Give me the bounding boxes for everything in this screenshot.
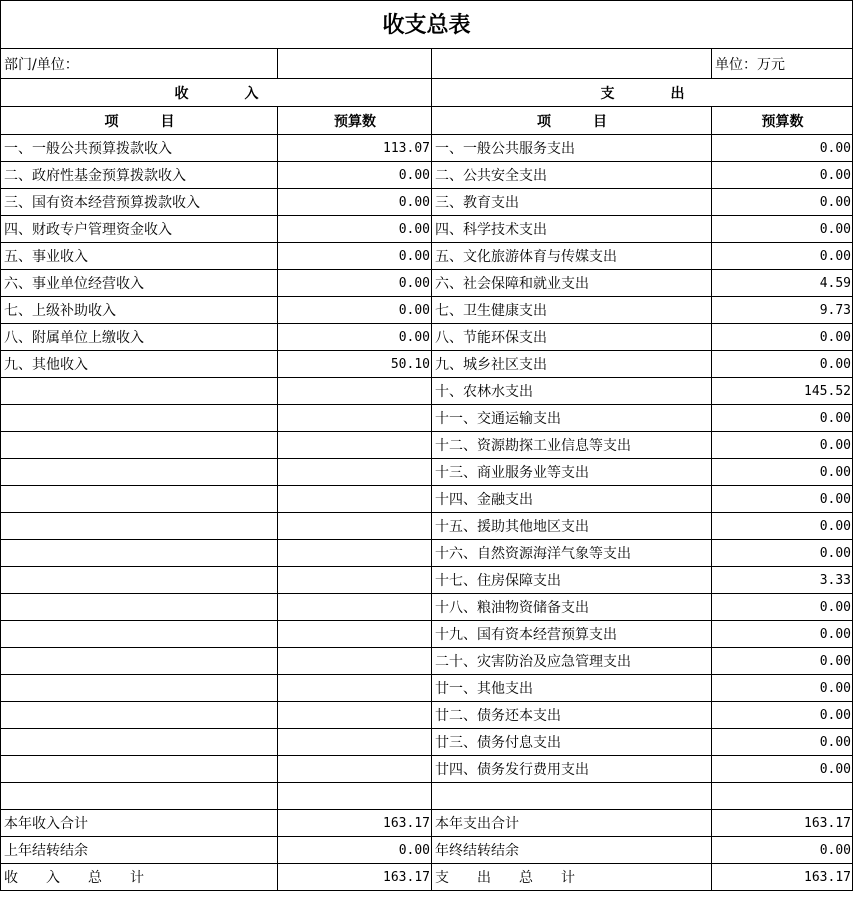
expense-value: 0.00 <box>712 216 853 243</box>
expense-item: 十四、金融支出 <box>432 486 712 513</box>
section-row <box>1 79 853 107</box>
income-value: 50.10 <box>278 351 432 378</box>
summary-income-label: 本年收入合计 <box>1 810 278 837</box>
table-row <box>1 486 853 513</box>
summary-expense-label: 支 出 总 计 <box>432 864 712 891</box>
income-value <box>278 783 432 810</box>
income-item-header: 项 目 <box>1 107 278 135</box>
income-item: 八、附属单位上缴收入 <box>1 324 278 351</box>
summary-expense-label: 年终结转结余 <box>432 837 712 864</box>
summary-expense-value: 163.17 <box>712 810 853 837</box>
income-section-heading: 收 入 <box>1 79 432 107</box>
expense-value: 4.59 <box>712 270 853 297</box>
unit-label: 单位：万元 <box>712 49 853 79</box>
income-item <box>1 378 278 405</box>
table-row <box>1 756 853 783</box>
expense-value: 0.00 <box>712 243 853 270</box>
income-value <box>278 540 432 567</box>
income-value <box>278 378 432 405</box>
income-value <box>278 756 432 783</box>
expense-item: 廿二、债务还本支出 <box>432 702 712 729</box>
summary-expense-value: 0.00 <box>712 837 853 864</box>
income-budget-header: 预算数 <box>278 107 432 135</box>
table-row <box>1 621 853 648</box>
income-item <box>1 459 278 486</box>
income-value <box>278 675 432 702</box>
income-item <box>1 594 278 621</box>
summary-income-value: 163.17 <box>278 864 432 891</box>
table-row <box>1 135 853 162</box>
table-row <box>1 513 853 540</box>
header-blank <box>432 49 712 79</box>
income-item <box>1 405 278 432</box>
expense-value: 0.00 <box>712 135 853 162</box>
summary-row <box>1 864 853 891</box>
income-item <box>1 486 278 513</box>
table-row <box>1 594 853 621</box>
expense-value: 0.00 <box>712 756 853 783</box>
dept-label: 部门/单位： <box>1 49 278 79</box>
dept-value <box>278 49 432 79</box>
sheet-title: 收支总表 <box>0 0 853 48</box>
income-item: 四、财政专户管理资金收入 <box>1 216 278 243</box>
income-value <box>278 648 432 675</box>
expense-value: 0.00 <box>712 540 853 567</box>
income-value <box>278 486 432 513</box>
income-value <box>278 621 432 648</box>
expense-item: 七、卫生健康支出 <box>432 297 712 324</box>
expense-value: 0.00 <box>712 459 853 486</box>
table-row <box>1 540 853 567</box>
table-row <box>1 297 853 324</box>
table-row <box>1 567 853 594</box>
table-row <box>1 270 853 297</box>
income-item: 三、国有资本经营预算拨款收入 <box>1 189 278 216</box>
expense-item: 十五、援助其他地区支出 <box>432 513 712 540</box>
expense-value: 0.00 <box>712 675 853 702</box>
income-value <box>278 702 432 729</box>
expense-item: 十三、商业服务业等支出 <box>432 459 712 486</box>
income-item <box>1 567 278 594</box>
table-row <box>1 351 853 378</box>
expense-item: 十二、资源勘探工业信息等支出 <box>432 432 712 459</box>
expense-item: 九、城乡社区支出 <box>432 351 712 378</box>
income-value <box>278 594 432 621</box>
table-row <box>1 783 853 810</box>
expense-section-heading: 支 出 <box>432 79 853 107</box>
expense-item: 二十、灾害防治及应急管理支出 <box>432 648 712 675</box>
column-header-row <box>1 107 853 135</box>
income-value <box>278 459 432 486</box>
table-row <box>1 378 853 405</box>
table-row <box>1 162 853 189</box>
income-value: 0.00 <box>278 162 432 189</box>
expense-value: 0.00 <box>712 594 853 621</box>
table-row <box>1 216 853 243</box>
table-row <box>1 432 853 459</box>
income-value <box>278 432 432 459</box>
expense-budget-header: 预算数 <box>712 107 853 135</box>
table-row <box>1 459 853 486</box>
expense-value: 0.00 <box>712 729 853 756</box>
expense-item: 十九、国有资本经营预算支出 <box>432 621 712 648</box>
expense-item: 廿一、其他支出 <box>432 675 712 702</box>
expense-item: 一、一般公共服务支出 <box>432 135 712 162</box>
expense-value: 0.00 <box>712 189 853 216</box>
expense-value: 0.00 <box>712 486 853 513</box>
expense-value: 0.00 <box>712 432 853 459</box>
income-item <box>1 621 278 648</box>
summary-income-label: 收 入 总 计 <box>1 864 278 891</box>
summary-income-value: 163.17 <box>278 810 432 837</box>
summary-row <box>1 837 853 864</box>
income-item: 五、事业收入 <box>1 243 278 270</box>
income-item <box>1 756 278 783</box>
expense-value: 3.33 <box>712 567 853 594</box>
expense-value: 0.00 <box>712 162 853 189</box>
expense-value: 145.52 <box>712 378 853 405</box>
table-row <box>1 675 853 702</box>
header-row <box>1 49 853 79</box>
expense-item: 三、教育支出 <box>432 189 712 216</box>
income-item <box>1 540 278 567</box>
expense-value: 0.00 <box>712 648 853 675</box>
income-item: 九、其他收入 <box>1 351 278 378</box>
expense-item: 廿三、债务付息支出 <box>432 729 712 756</box>
table-row <box>1 243 853 270</box>
expense-item: 二、公共安全支出 <box>432 162 712 189</box>
expense-item: 十八、粮油物资储备支出 <box>432 594 712 621</box>
expense-item: 十一、交通运输支出 <box>432 405 712 432</box>
income-item <box>1 729 278 756</box>
summary-row <box>1 810 853 837</box>
table-row <box>1 189 853 216</box>
table-row <box>1 324 853 351</box>
income-value <box>278 405 432 432</box>
expense-item: 十六、自然资源海洋气象等支出 <box>432 540 712 567</box>
table-row <box>1 729 853 756</box>
income-value: 113.07 <box>278 135 432 162</box>
expense-item-header: 项 目 <box>432 107 712 135</box>
income-item <box>1 783 278 810</box>
income-value: 0.00 <box>278 189 432 216</box>
expense-item: 四、科学技术支出 <box>432 216 712 243</box>
summary-income-value: 0.00 <box>278 837 432 864</box>
expense-item: 十七、住房保障支出 <box>432 567 712 594</box>
income-item: 六、事业单位经营收入 <box>1 270 278 297</box>
expense-value: 0.00 <box>712 405 853 432</box>
income-value: 0.00 <box>278 324 432 351</box>
summary-expense-label: 本年支出合计 <box>432 810 712 837</box>
income-item <box>1 648 278 675</box>
summary-expense-value: 163.17 <box>712 864 853 891</box>
expense-item: 八、节能环保支出 <box>432 324 712 351</box>
income-item: 七、上级补助收入 <box>1 297 278 324</box>
income-value: 0.00 <box>278 243 432 270</box>
income-item <box>1 675 278 702</box>
income-value: 0.00 <box>278 297 432 324</box>
income-value <box>278 567 432 594</box>
expense-item: 六、社会保障和就业支出 <box>432 270 712 297</box>
income-value: 0.00 <box>278 270 432 297</box>
income-value: 0.00 <box>278 216 432 243</box>
expense-value <box>712 783 853 810</box>
table-row <box>1 702 853 729</box>
expense-value: 9.73 <box>712 297 853 324</box>
expense-value: 0.00 <box>712 621 853 648</box>
expense-item <box>432 783 712 810</box>
income-item: 一、一般公共预算拨款收入 <box>1 135 278 162</box>
summary-income-label: 上年结转结余 <box>1 837 278 864</box>
table-row <box>1 648 853 675</box>
income-item <box>1 702 278 729</box>
expense-value: 0.00 <box>712 513 853 540</box>
income-item <box>1 513 278 540</box>
expense-item: 廿四、债务发行费用支出 <box>432 756 712 783</box>
expense-value: 0.00 <box>712 324 853 351</box>
budget-table <box>0 48 853 891</box>
income-item: 二、政府性基金预算拨款收入 <box>1 162 278 189</box>
income-item <box>1 432 278 459</box>
expense-item: 十、农林水支出 <box>432 378 712 405</box>
income-value <box>278 513 432 540</box>
income-value <box>278 729 432 756</box>
table-row <box>1 405 853 432</box>
expense-item: 五、文化旅游体育与传媒支出 <box>432 243 712 270</box>
expense-value: 0.00 <box>712 702 853 729</box>
expense-value: 0.00 <box>712 351 853 378</box>
